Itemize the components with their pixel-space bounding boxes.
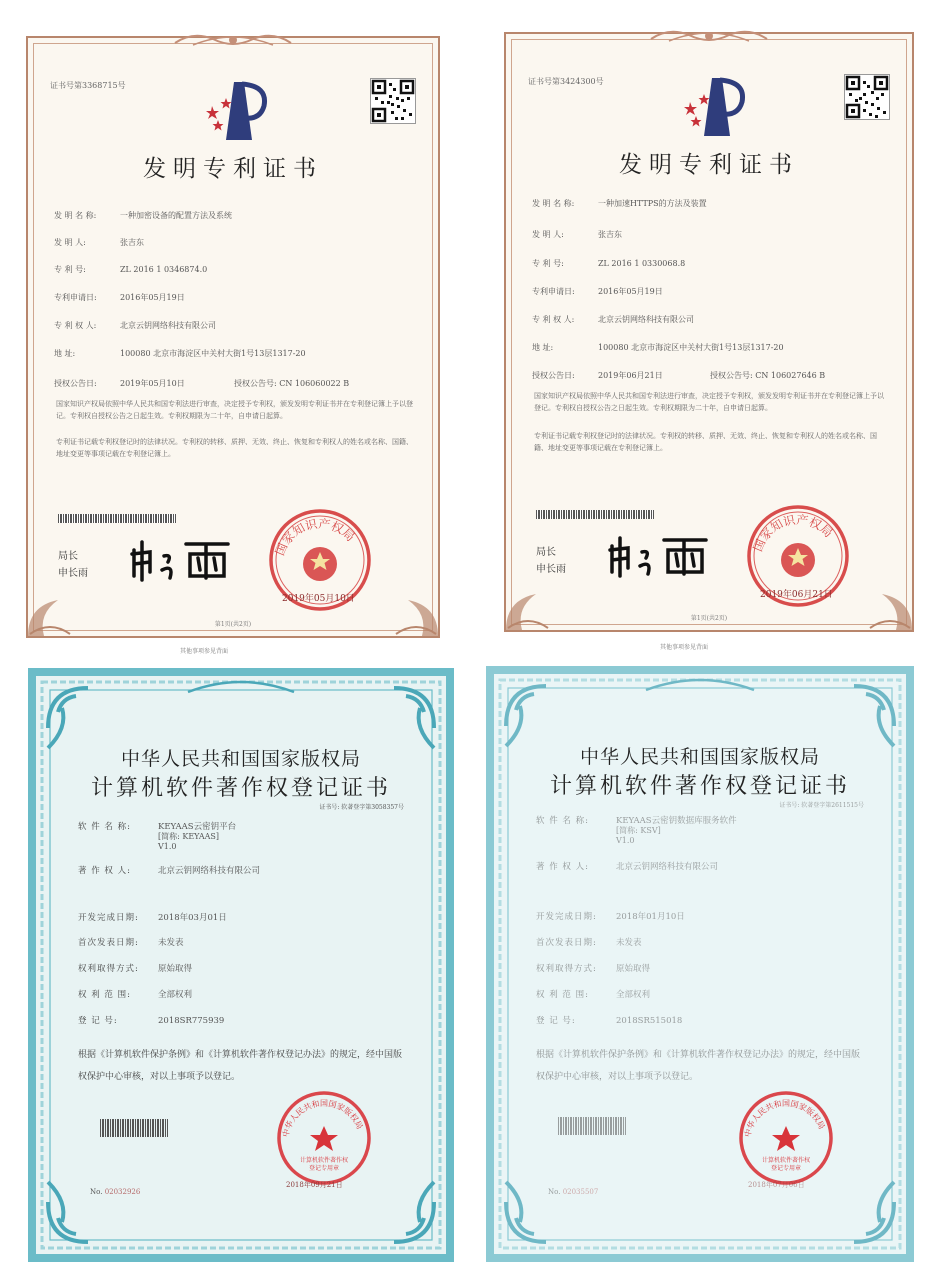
field-rights-scope: 权 利 范 围: 全部权利 — [536, 990, 651, 1000]
director-name: 申长雨 — [536, 564, 566, 575]
copyright-certificate-1 — [28, 668, 454, 1262]
seal-date: 2018年09月21日 — [286, 1181, 343, 1189]
corner-ornament-icon — [392, 590, 442, 640]
barcode-icon — [100, 1119, 168, 1137]
page-number: 第1页(共2页) — [690, 615, 728, 622]
patent-office-logo-icon — [198, 76, 278, 144]
field-completion-date: 开发完成日期: 2018年01月10日 — [536, 912, 685, 922]
certificate-number: 证书号: 软著登字第2611515号 — [779, 802, 864, 809]
barcode-icon — [558, 1117, 626, 1135]
field-first-publication: 首次发表日期: 未发表 — [536, 938, 642, 948]
qr-code-icon — [844, 74, 890, 120]
field-inventor: 发 明 人: 张吉东 — [54, 238, 144, 247]
director-title: 局长 — [536, 547, 556, 558]
field-software-name: 软 件 名 称: KEYAAS云密钥数据库服务软件 — [536, 816, 737, 826]
svg-text:国家知识产权局: 国家知识产权局 — [750, 512, 836, 554]
corner-ornament-icon — [866, 584, 916, 634]
svg-text:登记专用章: 登记专用章 — [308, 1165, 340, 1172]
certificate-number: 证书号第3424300号 — [528, 77, 604, 86]
field-software-name: 软 件 名 称: KEYAAS云密钥平台 — [78, 822, 237, 832]
field-owner: 著 作 权 人: 北京云钥网络科技有限公司 — [536, 862, 719, 872]
top-ornament-icon — [173, 29, 293, 51]
certificate-title: 计算机软件著作权登记证书 — [90, 776, 391, 801]
svg-text:国家知识产权局: 国家知识产权局 — [272, 516, 358, 558]
field-grant-date: 授权公告日: 2019年05月10日 — [54, 379, 185, 388]
seal-date: 2018年07月06日 — [748, 1181, 805, 1189]
certificate-paragraph: 根据《计算机软件保护条例》和《计算机软件著作权登记办法》的规定，经中国版权保护中心审核，对以上事项予以登记。 — [78, 1050, 403, 1082]
patent-office-logo-icon — [676, 72, 756, 140]
official-seal-icon — [738, 1090, 834, 1186]
field-patent-number: 专 利 号: ZL 2016 1 0330068.8 — [532, 259, 686, 268]
barcode-icon — [58, 514, 176, 523]
svg-text:中华人民共和国国家版权局: 中华人民共和国国家版权局 — [743, 1098, 827, 1138]
svg-text:登记专用章: 登记专用章 — [770, 1165, 802, 1172]
field-acquisition-method: 权利取得方式: 原始取得 — [536, 964, 651, 974]
seal-date: 2019年06月21日 — [760, 590, 833, 600]
field-invention-name: 发 明 名 称: 一种加速HTTPS的方法及装置 — [532, 199, 707, 208]
footnote: 其他事项参见背面 — [180, 648, 229, 655]
field-first-publication: 首次发表日期: 未发表 — [78, 938, 184, 948]
field-registration-number: 登 记 号: 2018SR515018 — [536, 1016, 683, 1026]
field-patentee: 专 利 权 人: 北京云钥网络科技有限公司 — [54, 321, 216, 330]
page-number: 第1页(共2页) — [214, 621, 252, 628]
field-grant-number: 授权公告号: CN 106027646 B — [710, 371, 826, 380]
field-completion-date: 开发完成日期: 2018年03月01日 — [78, 913, 227, 923]
software-version: V1.0 — [616, 836, 635, 845]
signature — [128, 536, 240, 582]
field-acquisition-method: 权利取得方式: 原始取得 — [78, 964, 193, 974]
corner-ornament-icon — [502, 584, 552, 634]
director-title: 局长 — [58, 551, 78, 562]
svg-text:计算机软件著作权: 计算机软件著作权 — [299, 1157, 349, 1164]
barcode-icon — [536, 510, 654, 519]
field-grant-date: 授权公告日: 2019年06月21日 — [532, 371, 663, 380]
patent-certificate-2 — [504, 32, 914, 632]
signature — [606, 532, 718, 578]
field-invention-name: 发 明 名 称: 一种加密设备的配置方法及系统 — [54, 211, 232, 220]
field-rights-scope: 权 利 范 围: 全部权利 — [78, 990, 193, 1000]
certificate-title: 发明专利证书 — [619, 152, 799, 178]
field-patentee: 专 利 权 人: 北京云钥网络科技有限公司 — [532, 315, 694, 324]
svg-text:中华人民共和国国家版权局: 中华人民共和国国家版权局 — [281, 1098, 365, 1138]
qr-code-icon — [370, 78, 416, 124]
certificate-number: 证书号第3368715号 — [50, 81, 126, 90]
footnote: 其他事项参见背面 — [660, 644, 709, 651]
patent-certificate-1 — [26, 36, 440, 638]
field-patent-number: 专 利 号: ZL 2016 1 0346874.0 — [54, 265, 208, 274]
official-seal-icon — [276, 1090, 372, 1186]
software-short-name: [简称: KSV] — [616, 826, 661, 835]
issuing-authority: 中华人民共和国国家版权局 — [120, 748, 361, 770]
field-address: 地 址: 100080 北京市海淀区中关村大街1号13层1317-20 — [532, 343, 784, 352]
director-name: 申长雨 — [58, 568, 88, 579]
issuing-authority: 中华人民共和国国家版权局 — [579, 746, 820, 768]
serial-number: No. 02035507 — [548, 1188, 599, 1196]
certificate-title: 计算机软件著作权登记证书 — [549, 774, 850, 799]
field-application-date: 专利申请日: 2016年05月19日 — [54, 293, 185, 302]
serial-number: No. 02032926 — [90, 1188, 141, 1196]
field-registration-number: 登 记 号: 2018SR775939 — [78, 1016, 225, 1026]
field-inventor: 发 明 人: 张吉东 — [532, 230, 622, 239]
software-version: V1.0 — [158, 842, 177, 851]
certificate-paragraph: 专利证书记载专利权登记时的法律状况。专利权的转移、质押、无效、终止、恢复和专利权人的姓名或名称、国籍、地址变更等事项记载在专利登记簿上。 — [56, 438, 413, 458]
field-grant-number: 授权公告号: CN 106060022 B — [234, 379, 350, 388]
certificate-paragraph: 国家知识产权局依照中华人民共和国专利法进行审查，决定授予专利权，颁发发明专利证书并在专利登记簿上予以登记。专利权自授权公告之日起生效。专利权期限为二十年，自申请日起算。 — [534, 392, 884, 412]
corner-ornament-icon — [24, 590, 74, 640]
certificate-paragraph: 根据《计算机软件保护条例》和《计算机软件著作权登记办法》的规定，经中国版权保护中心审核，对以上事项予以登记。 — [536, 1050, 861, 1082]
field-address: 地 址: 100080 北京市海淀区中关村大街1号13层1317-20 — [54, 349, 306, 358]
top-ornament-icon — [649, 25, 769, 47]
certificate-title: 发明专利证书 — [143, 156, 323, 182]
director-label — [536, 544, 566, 578]
svg-text:计算机软件著作权: 计算机软件著作权 — [761, 1157, 811, 1164]
director-label — [58, 548, 88, 582]
copyright-certificate-2 — [486, 666, 914, 1262]
certificate-paragraph: 国家知识产权局依照中华人民共和国专利法进行审查，决定授予专利权，颁发发明专利证书并在专利登记簿上予以登记。专利权自授权公告之日起生效。专利权期限为二十年，自申请日起算。 — [56, 400, 413, 420]
field-owner: 著 作 权 人: 北京云钥网络科技有限公司 — [78, 866, 261, 876]
seal-date: 2019年05月10日 — [282, 594, 355, 604]
field-application-date: 专利申请日: 2016年05月19日 — [532, 287, 663, 296]
certificate-number: 证书号: 软著登字第3058357号 — [319, 804, 404, 811]
software-short-name: [简称: KEYAAS] — [158, 832, 219, 841]
certificate-paragraph: 专利证书记载专利权登记时的法律状况。专利权的转移、质押、无效、终止、恢复和专利权人的姓名或名称、国籍、地址变更等事项记载在专利登记簿上。 — [534, 432, 877, 452]
